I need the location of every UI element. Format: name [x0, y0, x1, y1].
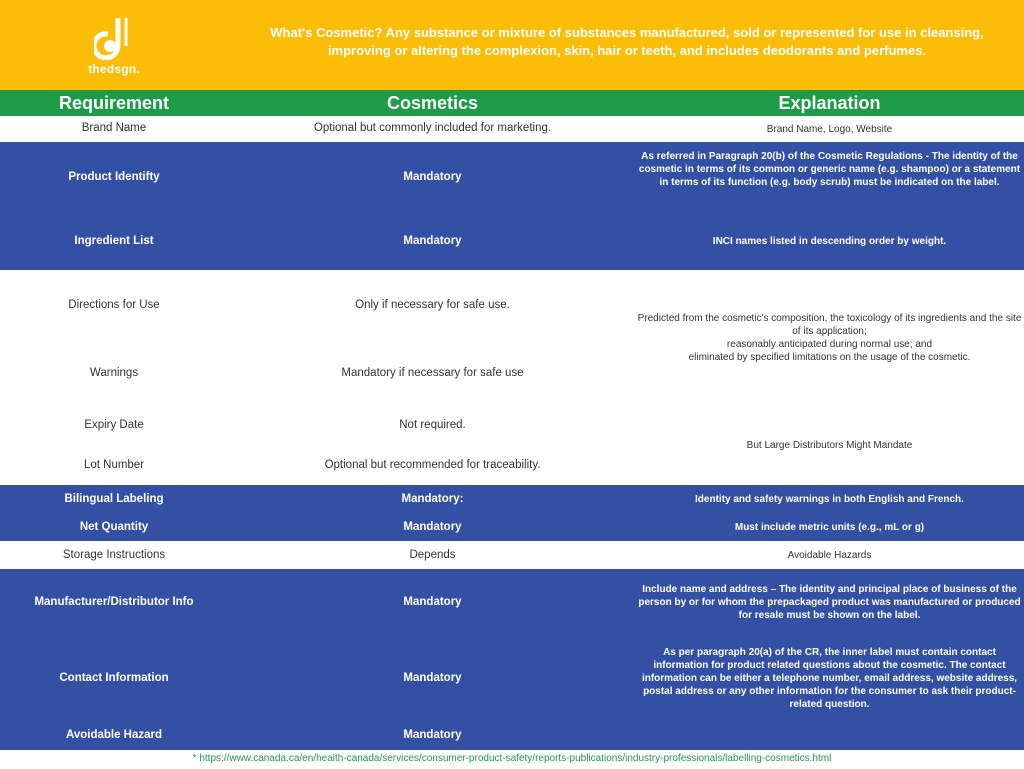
- table-row: [0, 541, 1024, 569]
- exp-product-identity: As referred in Paragraph 20(b) of the Cosmetic Regulations - The identity of the cosmetic in terms of its common or generic name (e.g. shampoo) or a statement in terms of its function (e.g. body scrub) must be indicated on the label.: [638, 151, 1021, 188]
- req-bilingual: Bilingual Labeling: [64, 493, 164, 505]
- exp-warnings-1: Predicted from the cosmetic's composition, the toxicology of its ingredients and the site of its application;: [637, 313, 1022, 337]
- req-brand-name: Brand Name: [81, 122, 147, 134]
- cosmetic-definition: What's Cosmetic? Any substance or mixture of substances manufactured, sold or represented for use in cleansing, improving or altering the complexion, skin, hair or teeth, and includes deodorants and perfumes.: [270, 25, 984, 58]
- exp-ingredient-list: INCI names listed in descending order by weight.: [712, 236, 947, 247]
- table-row: [0, 569, 1024, 750]
- header-explanation: Explanation: [778, 93, 881, 113]
- cos-expiry: Not required.: [399, 419, 466, 431]
- cos-bilingual: Mandatory:: [401, 493, 464, 505]
- cos-manufacturer: Mandatory: [403, 596, 462, 608]
- req-avoidable: Avoidable Hazard: [65, 729, 163, 741]
- cos-lot: Optional but recommended for traceability.: [324, 459, 541, 471]
- cos-ingredient-list: Mandatory: [403, 235, 462, 247]
- cos-directions: Only if necessary for safe use.: [355, 299, 510, 311]
- header-banner: [0, 0, 1024, 90]
- table-row: [0, 142, 1024, 270]
- exp-manufacturer: Include name and address – The identity and principal place of business of the person by or for whom the prepackaged product was manufactured or produced for resale must be shown on the label.: [638, 584, 1021, 621]
- header-requirement: Requirement: [58, 93, 170, 113]
- table-row: [0, 485, 1024, 541]
- exp-brand-name: Brand Name, Logo, Website: [766, 124, 893, 135]
- cos-avoidable: Mandatory: [403, 729, 462, 741]
- req-storage: Storage Instructions: [62, 549, 166, 561]
- cos-net-quantity: Mandatory: [403, 521, 462, 533]
- exp-warnings-2: reasonably anticipated during normal use; and: [726, 339, 933, 350]
- exp-net-quantity: Must include metric units (e.g., mL or g): [734, 522, 925, 533]
- req-contact: Contact Information: [59, 672, 169, 684]
- brand-logo: [82, 16, 146, 80]
- source-link[interactable]: * https://www.canada.ca/en/health-canada/services/consumer-product-safety/reports-publications/industry-professionals/labelling-cosmetics.html: [192, 753, 832, 764]
- table-row: [0, 116, 1024, 142]
- exp-contact: As per paragraph 20(a) of the CR, the inner label must contain contact information for product related questions about the cosmetic. The contact information can be either a telephone number, email address, website address, postal address or any other information for the consumer to ask their product-related question.: [641, 647, 1018, 710]
- exp-warnings-3: eliminated by specified limitations on the usage of the cosmetic.: [688, 352, 971, 363]
- req-directions: Directions for Use: [68, 299, 160, 311]
- brand-name: thedsgn.: [88, 62, 140, 76]
- cos-brand-name: Optional but commonly included for marketing.: [313, 122, 552, 134]
- exp-bilingual: Identity and safety warnings in both English and French.: [695, 494, 964, 505]
- cos-product-identity: Mandatory: [403, 171, 462, 183]
- cos-storage: Depends: [409, 549, 456, 561]
- req-ingredient-list: Ingredient List: [74, 235, 154, 247]
- req-warnings: Warnings: [89, 367, 139, 379]
- table-row: [0, 270, 1024, 485]
- req-product-identity: Product Identifty: [68, 171, 160, 183]
- req-expiry: Expiry Date: [84, 419, 144, 431]
- exp-storage: Avoidable Hazards: [787, 550, 872, 561]
- exp-expiry-lot: But Large Distributors Might Mandate: [746, 440, 913, 451]
- cos-contact: Mandatory: [403, 672, 462, 684]
- d-logo-icon: [94, 16, 134, 60]
- req-manufacturer: Manufacturer/Distributor Info: [34, 596, 194, 608]
- req-net-quantity: Net Quantity: [79, 521, 149, 533]
- cos-warnings: Mandatory if necessary for safe use: [341, 367, 524, 379]
- column-headers: [0, 90, 1024, 116]
- req-lot: Lot Number: [83, 459, 145, 471]
- header-cosmetics: Cosmetics: [386, 93, 479, 113]
